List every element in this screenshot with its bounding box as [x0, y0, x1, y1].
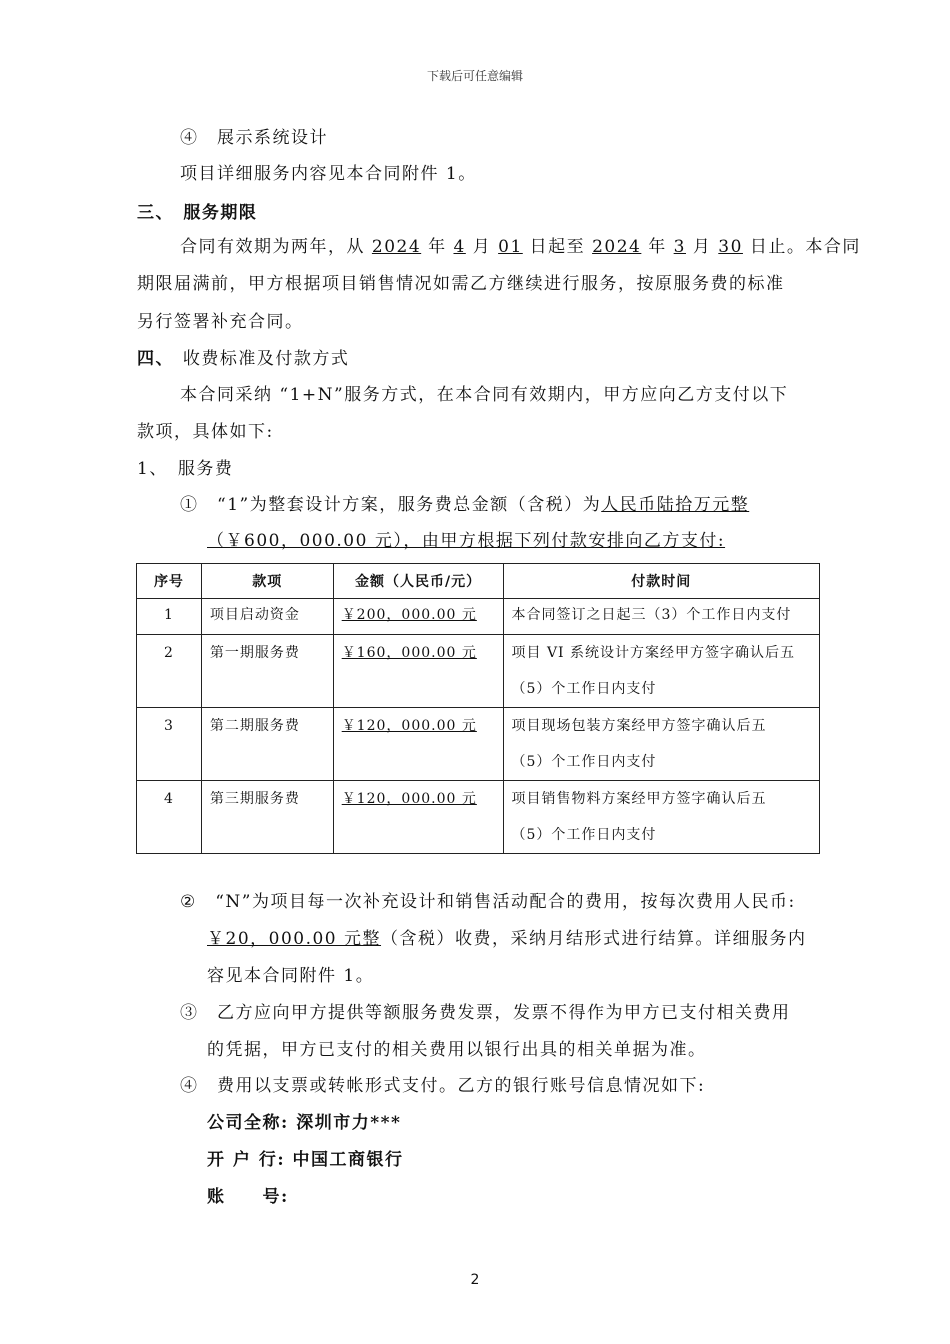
- col-header-item: 款项: [201, 564, 333, 599]
- table-row: [137, 781, 820, 854]
- table-header-row: [137, 564, 820, 599]
- payment-schedule-table: [136, 563, 820, 854]
- clause-1-line-2: （￥600，000.00 元），由甲方根据下列付款安排向乙方支付:: [207, 531, 726, 551]
- row-no: 3: [137, 708, 202, 781]
- section-4-number: 四、: [137, 349, 174, 369]
- row-no: 1: [137, 599, 202, 635]
- clause-4-line: ④ 费用以支票或转帐形式支付。乙方的银行账号信息情况如下:: [180, 1076, 706, 1096]
- per-item-amount: ￥20，000.00 元整: [207, 929, 382, 949]
- row-no: 4: [137, 781, 202, 854]
- start-day: 01: [498, 237, 523, 257]
- row-item: 第一期服务费: [201, 635, 333, 708]
- row-amount: [333, 708, 503, 781]
- amount-value: ￥120，000.00 元: [341, 718, 477, 734]
- bank-company-name: 公司全称: 深圳市力***: [207, 1113, 402, 1133]
- row-amount: [333, 599, 503, 635]
- amount-value: ￥120，000.00 元: [341, 791, 477, 807]
- service-item-display-system: ④ 展示系统设计: [180, 128, 328, 148]
- amount-value: ￥160，000.00 元: [341, 645, 477, 661]
- row-time: [503, 708, 820, 781]
- clause-3-line-1: ③ 乙方应向甲方提供等额服务费发票，发票不得作为甲方已支付相关费用: [180, 1003, 791, 1023]
- section-4-heading: [137, 349, 349, 369]
- row-time: [503, 599, 820, 635]
- row-time: [503, 635, 820, 708]
- table-row: [137, 635, 820, 708]
- bank-account-number: 账 号:: [207, 1187, 289, 1207]
- term-line-2: 期限届满前，甲方根据项目销售情况如需乙方继续进行服务，按原服务费的标准: [137, 274, 785, 294]
- row-item: 项目启动资金: [201, 599, 333, 635]
- end-month: 3: [673, 237, 686, 257]
- col-header-no: 序号: [137, 564, 202, 599]
- clause-2-text: （含税）收费，采纳月结形式进行结算。详细服务内: [381, 929, 807, 949]
- term-text: 合同有效期为两年，从: [180, 237, 372, 257]
- time-line-1: 项目现场包装方案经甲方签字确认后五: [511, 718, 767, 734]
- term-text: 日起至: [522, 237, 593, 257]
- bank-branch: 开 户 行: 中国工商银行: [207, 1150, 404, 1170]
- term-text: 月: [465, 237, 499, 257]
- table-row: [137, 599, 820, 635]
- clause-2-line-1: ② “N”为项目每一次补充设计和销售活动配合的费用，按每次费用人民币:: [180, 892, 796, 912]
- term-text: 日止。本合同: [742, 237, 861, 257]
- time-line-2: （5）个工作日内支付: [511, 754, 657, 770]
- col-header-amount: 金额（人民币/元）: [333, 564, 503, 599]
- item-1-service-fee: 1、 服务费: [137, 459, 234, 479]
- clause-3-line-2: 的凭据，甲方已支付的相关费用以银行出具的相关单据为准。: [207, 1040, 707, 1060]
- amount-value: ￥200，000.00 元: [341, 607, 477, 623]
- time-line-2: （5）个工作日内支付: [511, 827, 657, 843]
- section-3-number: 三、: [137, 203, 174, 223]
- clause-2-line-2: [207, 929, 807, 949]
- time-line-1: 项目 VI 系统设计方案经甲方签字确认后五: [511, 645, 796, 661]
- time-line-1: 本合同签订之日起三（3）个工作日内支付: [511, 607, 792, 623]
- section-3-title: 服务期限: [183, 203, 258, 223]
- clause-1-line-1: [180, 495, 749, 515]
- section-4-title: 收费标准及付款方式: [182, 349, 350, 369]
- row-item: 第三期服务费: [201, 781, 333, 854]
- section-3-heading: [137, 203, 257, 223]
- term-text: 月: [685, 237, 719, 257]
- time-line-2: （5）个工作日内支付: [511, 681, 657, 697]
- page-header: 下载后可任意编辑: [426, 69, 523, 83]
- page-number: 2: [470, 1272, 480, 1288]
- term-line-3: 另行签署补充合同。: [137, 312, 304, 332]
- total-amount-words: 人民币陆拾万元整: [601, 495, 750, 515]
- start-year: 2024: [371, 237, 422, 257]
- time-line-1: 项目销售物料方案经甲方签字确认后五: [511, 791, 767, 807]
- table-row: [137, 708, 820, 781]
- clause-2-line-3: 容见本合同附件 1。: [207, 966, 375, 986]
- end-year: 2024: [592, 237, 642, 257]
- clause-1-text: ① “1”为整套设计方案，服务费总金额（含税）为: [180, 495, 602, 515]
- service-detail-note: 项目详细服务内容见本合同附件 1。: [180, 164, 477, 184]
- row-item: 第二期服务费: [201, 708, 333, 781]
- term-text: 年: [421, 237, 454, 257]
- fee-intro-line-1: 本合同采纳 “1+N”服务方式，在本合同有效期内，甲方应向乙方支付以下: [180, 385, 789, 405]
- term-line-1: [180, 237, 861, 257]
- fee-intro-line-2: 款项，具体如下:: [137, 422, 274, 442]
- row-amount: [333, 635, 503, 708]
- row-amount: [333, 781, 503, 854]
- row-no: 2: [137, 635, 202, 708]
- row-time: [503, 781, 820, 854]
- col-header-time: 付款时间: [503, 564, 820, 599]
- start-month: 4: [453, 237, 466, 257]
- end-day: 30: [718, 237, 743, 257]
- term-text: 年: [641, 237, 674, 257]
